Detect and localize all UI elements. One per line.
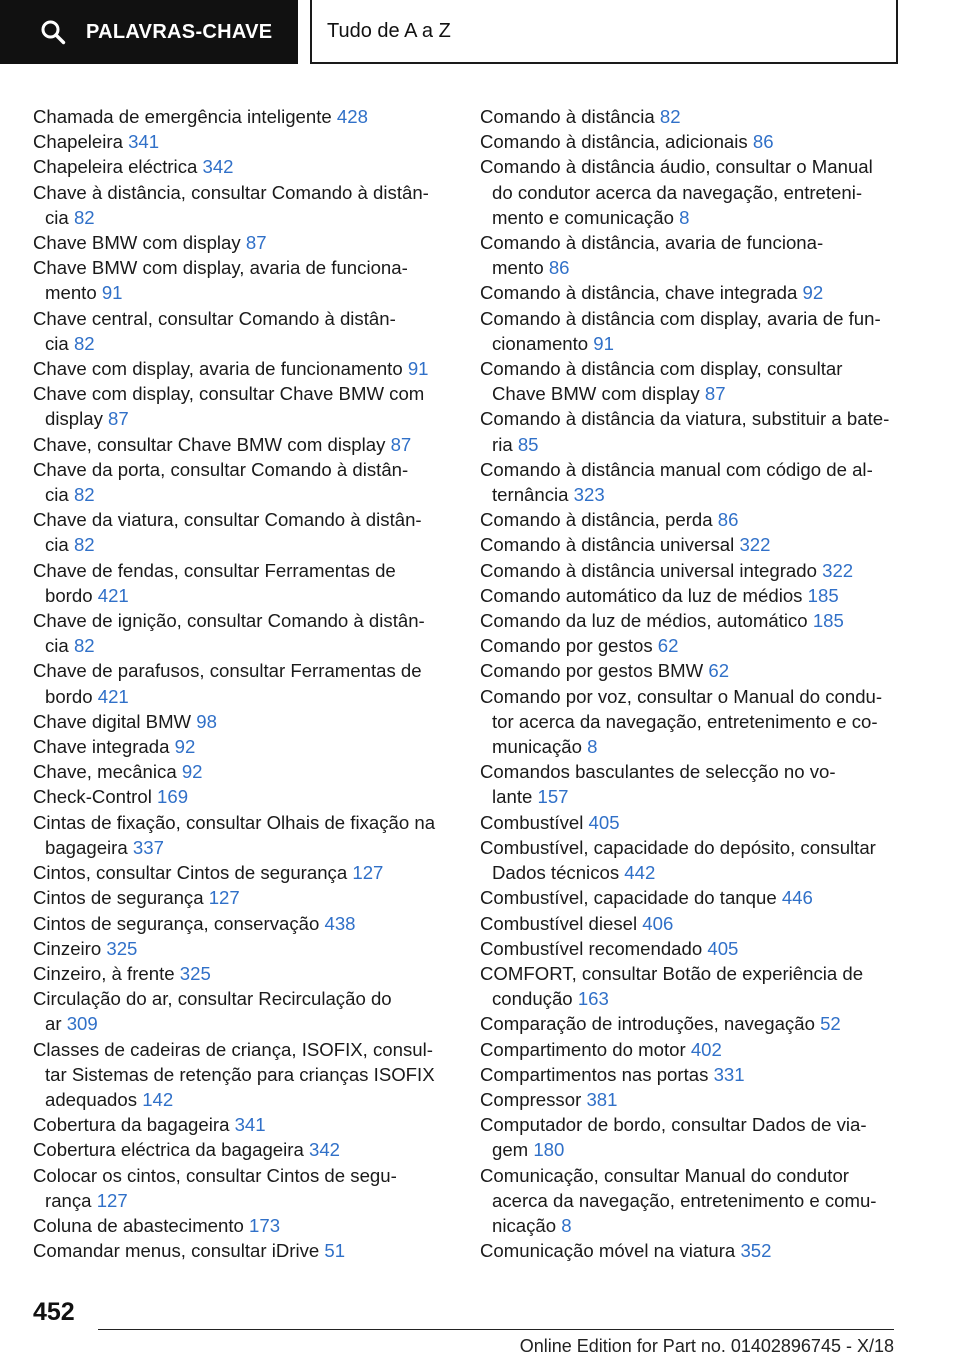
index-entry — [33, 154, 443, 179]
index-entry — [33, 734, 443, 759]
index-entry — [480, 1087, 900, 1112]
index-entry — [33, 986, 443, 1036]
index-entry-text: Comando por gestos — [480, 635, 658, 657]
page-reference-link[interactable]: 169 — [157, 786, 189, 808]
page-reference-link[interactable]: 341 — [234, 1114, 266, 1136]
index-entry-text: Cobertura da bagageira — [33, 1114, 235, 1136]
index-entry-text: Compartimentos nas portas — [480, 1063, 714, 1085]
index-entry-text: Comando à distância, perda — [480, 509, 718, 531]
page-reference-link[interactable]: 127 — [208, 887, 240, 909]
index-entry-text: Comando da luz de médios, automático — [480, 610, 813, 632]
index-entry — [480, 1112, 900, 1162]
index-entry — [480, 961, 900, 1011]
page-reference-link[interactable]: 87 — [704, 383, 726, 405]
page-reference-link[interactable]: 92 — [174, 736, 196, 758]
index-entry-text: Colocar os cintos, consultar Cintos de segu- — [33, 1164, 397, 1186]
index-entry — [33, 1163, 443, 1213]
index-entry — [480, 356, 900, 406]
page-reference-link[interactable]: 91 — [593, 332, 614, 354]
index-entry-text: Comando à distância com display, avaria de fun- — [480, 307, 881, 329]
index-entry-text: Comando à distância manual com código de al- — [480, 458, 873, 480]
index-entry-text: Cintos, consultar Cintos de segurança — [33, 862, 353, 884]
index-entry-text: bordo — [45, 584, 98, 606]
index-entry — [480, 104, 900, 129]
index-entry-text: cionamento — [492, 332, 594, 354]
index-entry — [480, 633, 900, 658]
index-entry-text: Combustível, capacidade do depósito, consultar — [480, 836, 876, 858]
page-reference-link[interactable]: 86 — [548, 257, 570, 279]
page-reference-link[interactable]: 82 — [73, 332, 95, 354]
index-entry-text: Dados técnicos — [492, 862, 625, 884]
index-entry-text: mento — [492, 257, 549, 279]
index-entry — [33, 759, 443, 784]
page-reference-link[interactable]: 163 — [577, 988, 609, 1010]
index-entry — [33, 784, 443, 809]
index-entry — [480, 885, 900, 910]
page-reference-link[interactable]: 87 — [108, 408, 129, 430]
index-entry-text: acerca da navegação, entretenimento e comu- — [492, 1189, 877, 1211]
page-reference-link[interactable]: 421 — [97, 685, 129, 707]
index-entry-text: Comandos basculantes de selecção no vo- — [480, 761, 836, 783]
index-entry-text: cia — [45, 534, 74, 556]
index-entry — [33, 810, 443, 860]
index-entry — [33, 180, 443, 230]
index-entry-text: lante — [492, 786, 538, 808]
index-entry-text: nicação — [492, 1214, 562, 1236]
index-entry — [480, 507, 900, 532]
index-entry-text: bordo — [45, 685, 98, 707]
index-entry-text: Chave BMW com display — [492, 383, 705, 405]
index-entry-text: adequados — [45, 1088, 143, 1110]
index-entry-text: Cinzeiro, à frente — [33, 962, 180, 984]
index-entry-text: ternância — [492, 484, 574, 506]
page-reference-link[interactable]: 342 — [308, 1139, 341, 1161]
page-reference-link[interactable]: 331 — [713, 1063, 745, 1085]
page-reference-link[interactable]: 352 — [740, 1240, 772, 1262]
index-entry-text: Comando à distância áudio, consultar o Manual — [480, 156, 873, 178]
page-reference-link[interactable]: 92 — [181, 761, 203, 783]
page-reference-link[interactable]: 82 — [659, 106, 681, 127]
page-reference-link[interactable]: 91 — [101, 282, 123, 304]
index-entry-text: Circulação do ar, consultar Recirculação do — [33, 988, 392, 1010]
index-entry — [33, 255, 443, 305]
index-entry-text: Chave integrada — [33, 736, 175, 758]
index-entry — [480, 911, 900, 936]
index-entry — [480, 1163, 900, 1239]
index-entry-text: Comando à distância da viatura, substituir a bate- — [480, 408, 890, 430]
page-reference-link[interactable]: 8 — [587, 736, 598, 758]
index-entry — [33, 104, 443, 129]
index-entry-text: Cintos de segurança — [33, 887, 209, 909]
index-entry — [480, 583, 900, 608]
page-reference-link[interactable]: 86 — [752, 131, 774, 153]
index-entry — [480, 810, 900, 835]
index-entry-text: Chave, consultar Chave BMW com display — [33, 433, 391, 455]
index-entry — [480, 658, 900, 683]
index-entry-text: condução — [492, 988, 578, 1010]
page-reference-link[interactable]: 180 — [533, 1139, 565, 1161]
page-reference-link[interactable]: 51 — [324, 1240, 346, 1262]
index-entry — [33, 709, 443, 734]
index-entry — [33, 432, 443, 457]
index-entry-text: cia — [45, 206, 74, 228]
index-entry-text: Classes de cadeiras de criança, ISOFIX, consul- — [33, 1038, 433, 1060]
page-reference-link[interactable]: 337 — [132, 836, 164, 858]
index-entry-text: Combustível, capacidade do tanque — [480, 887, 782, 909]
page-reference-link[interactable]: 8 — [679, 206, 690, 228]
index-entry — [33, 911, 443, 936]
top-navigation — [0, 0, 960, 66]
page-reference-link[interactable]: 92 — [802, 282, 824, 304]
index-entry-text: Comunicação, consultar Manual do condutor — [480, 1164, 849, 1186]
index-entry — [480, 759, 900, 809]
index-entry — [33, 230, 443, 255]
index-entry-text: Comando à distância universal integrado — [480, 559, 823, 581]
index-entry-text: rança — [45, 1189, 97, 1211]
index-entry — [480, 936, 900, 961]
index-entry — [33, 457, 443, 507]
index-entry-text: Comando à distância — [480, 106, 660, 127]
page-reference-link[interactable]: 91 — [407, 358, 429, 380]
index-entry — [480, 457, 900, 507]
index-entry — [33, 1037, 443, 1113]
index-entry-text: Cobertura eléctrica da bagageira — [33, 1139, 309, 1161]
index-entry-text: Chave de ignição, consultar Comando à distân- — [33, 610, 425, 632]
index-entry-text: Computador de bordo, consultar Dados de via- — [480, 1114, 867, 1136]
index-entry-text: Combustível recomendado — [480, 937, 708, 959]
index-entry — [480, 230, 900, 280]
index-entry-text: tor acerca da navegação, entretenimento e co- — [492, 710, 878, 732]
index-entry — [480, 1011, 900, 1036]
index-entry — [480, 1238, 900, 1263]
index-entry — [33, 961, 443, 986]
index-entry-text: Comandar menus, consultar iDrive — [33, 1240, 325, 1262]
page-reference-link[interactable]: 438 — [324, 912, 356, 934]
index-entry-text: cia — [45, 332, 74, 354]
page-reference-link[interactable]: 82 — [73, 635, 95, 657]
index-entry-text: ar — [45, 1013, 67, 1035]
index-entry — [480, 1037, 900, 1062]
page-reference-link[interactable]: 381 — [586, 1088, 618, 1110]
page-reference-link[interactable]: 446 — [781, 887, 813, 909]
page-reference-link[interactable]: 82 — [73, 206, 95, 228]
index-entry-text: Chave com display, avaria de funcionamento — [33, 358, 408, 380]
index-entry — [480, 280, 900, 305]
tab-keywords[interactable] — [0, 0, 298, 64]
index-entry-text: Comparação de introduções, navegação — [480, 1013, 821, 1035]
page-reference-link[interactable]: 82 — [73, 484, 95, 506]
index-entry-text: Cintos de segurança, conservação — [33, 912, 325, 934]
footer-divider — [98, 1329, 894, 1330]
index-entry-text: Combustível diesel — [480, 912, 643, 934]
page-reference-link[interactable]: 52 — [820, 1013, 841, 1035]
index-entry-text: Comando à distância universal — [480, 534, 740, 556]
index-entry-text: Cintas de fixação, consultar Olhais de fixação na — [33, 811, 436, 833]
index-entry — [480, 129, 900, 154]
page-reference-link[interactable]: 85 — [517, 433, 539, 455]
index-entry-text: Chave com display, consultar Chave BMW com — [33, 383, 425, 405]
index-entry-text: Chamada de emergência inteligente — [33, 106, 337, 127]
index-entry-text: Comando automático da luz de médios — [480, 584, 808, 606]
index-entry — [480, 558, 900, 583]
index-entry-text: mento e comunicação — [492, 206, 680, 228]
index-entry-text: Cinzeiro — [33, 937, 107, 959]
index-entry-text: Chave digital BMW — [33, 710, 197, 732]
index-entry — [480, 684, 900, 760]
index-entry-text: Comando à distância, avaria de funciona- — [480, 232, 824, 254]
page-reference-link[interactable]: 428 — [336, 106, 368, 127]
index-entry-text: COMFORT, consultar Botão de experiência de — [480, 962, 864, 984]
index-entry — [33, 885, 443, 910]
index-entry-text: cia — [45, 635, 74, 657]
index-entry-text: Compressor — [480, 1088, 587, 1110]
page-reference-link[interactable]: 87 — [245, 232, 267, 254]
index-entry — [480, 306, 900, 356]
index-entry — [33, 558, 443, 608]
index-entry-text: Chave da porta, consultar Comando à distân- — [33, 458, 409, 480]
page-number: 452 — [33, 1298, 75, 1326]
index-entry-text: Comando à distância, adicionais — [480, 131, 753, 153]
index-entry-text: bagageira — [45, 836, 133, 858]
page-reference-link[interactable]: 62 — [657, 635, 679, 657]
index-entry — [480, 1062, 900, 1087]
page-reference-link[interactable]: 142 — [142, 1088, 174, 1110]
index-entry-text: Comando à distância, chave integrada — [480, 282, 803, 304]
index-entry-text: Comando à distância com display, consultar — [480, 358, 843, 380]
tab-a-to-z-label: Tudo de A a Z — [327, 19, 451, 42]
index-entry — [33, 381, 443, 431]
page-reference-link[interactable]: 322 — [822, 559, 854, 581]
page-reference-link[interactable]: 8 — [561, 1214, 572, 1236]
index-entry — [33, 1238, 443, 1263]
index-entry-text: tar Sistemas de retenção para crianças ISOFIX — [45, 1063, 435, 1085]
index-entry-text: Compartimento do motor — [480, 1038, 691, 1060]
page-reference-link[interactable]: 82 — [73, 534, 95, 556]
index-column-left — [33, 104, 443, 1263]
index-entry — [33, 129, 443, 154]
page-reference-link[interactable]: 127 — [352, 862, 384, 884]
index-entry — [480, 154, 900, 230]
index-entry-text: Chave da viatura, consultar Comando à distân- — [33, 509, 422, 531]
page-reference-link[interactable]: 86 — [717, 509, 739, 531]
page-reference-link[interactable]: 406 — [642, 912, 674, 934]
page-reference-link[interactable]: 402 — [690, 1038, 722, 1060]
page-reference-link[interactable]: 442 — [624, 862, 656, 884]
index-entry-text: Chave à distância, consultar Comando à distân- — [33, 181, 429, 203]
index-entry — [480, 835, 900, 885]
search-icon — [40, 19, 66, 45]
index-entry-text: Comando por gestos BMW — [480, 660, 709, 682]
index-entry-text: display — [45, 408, 109, 430]
page-reference-link[interactable]: 309 — [66, 1013, 98, 1035]
index-entry-text: Chave BMW com display, avaria de funciona- — [33, 257, 408, 279]
page-reference-link[interactable]: 185 — [812, 610, 844, 632]
index-entry-text: Chave de fendas, consultar Ferramentas de — [33, 559, 396, 581]
tab-keywords-label: PALAVRAS-CHAVE — [86, 20, 273, 43]
index-entry — [480, 532, 900, 557]
index-entry — [33, 658, 443, 708]
index-entry-text: municação — [492, 736, 588, 758]
index-entry-text: do condutor acerca da navegação, entreteni- — [492, 181, 863, 203]
index-entry-text: Check-Control — [33, 786, 158, 808]
index-entry — [480, 406, 900, 456]
tab-a-to-z[interactable] — [310, 0, 898, 64]
page-reference-link[interactable]: 157 — [537, 786, 569, 808]
page-reference-link[interactable]: 173 — [249, 1214, 281, 1236]
index-entry — [33, 860, 443, 885]
index-entry-text: Chave central, consultar Comando à distân- — [33, 307, 396, 329]
page-reference-link[interactable]: 62 — [708, 660, 730, 682]
index-entry — [480, 608, 900, 633]
index-entry — [33, 936, 443, 961]
index-entry-text: ria — [492, 433, 518, 455]
index-column-right — [480, 104, 900, 1263]
page-reference-link[interactable]: 405 — [707, 937, 739, 959]
index-entry — [33, 1213, 443, 1238]
index-entry — [33, 507, 443, 557]
edition-footer: Online Edition for Part no. 01402896745 - X/18 — [519, 1336, 894, 1356]
page-reference-link[interactable]: 405 — [588, 811, 620, 833]
page-reference-link[interactable]: 87 — [390, 433, 412, 455]
page-reference-link[interactable]: 323 — [573, 484, 605, 506]
page-reference-link[interactable]: 325 — [179, 962, 211, 984]
index-entry-text: Chapeleira — [33, 131, 129, 153]
index-entry-text: Combustível — [480, 811, 589, 833]
index-entry-text: gem — [492, 1139, 534, 1161]
index-entry-text: Chave, mecânica — [33, 761, 182, 783]
index-entry-text: Chave BMW com display — [33, 232, 246, 254]
page-reference-link[interactable]: 185 — [807, 584, 839, 606]
index-entry-text: Comunicação móvel na viatura — [480, 1240, 741, 1262]
index-entry-text: mento — [45, 282, 102, 304]
index-entry — [33, 1112, 443, 1137]
page-reference-link[interactable]: 127 — [96, 1189, 128, 1211]
index-entry — [33, 306, 443, 356]
index-entry-text: Chapeleira eléctrica — [33, 156, 203, 178]
index-entry-text: Coluna de abastecimento — [33, 1214, 250, 1236]
index-entry — [33, 1137, 443, 1162]
page-reference-link[interactable]: 325 — [106, 937, 138, 959]
page-reference-link[interactable]: 342 — [202, 156, 234, 178]
page-reference-link[interactable]: 322 — [739, 534, 771, 556]
page-reference-link[interactable]: 421 — [97, 584, 129, 606]
index-entry-text: cia — [45, 484, 74, 506]
index-entry-text: Comando por voz, consultar o Manual do condu- — [480, 685, 883, 707]
page-reference-link[interactable]: 98 — [196, 710, 217, 732]
page-reference-link[interactable]: 341 — [128, 131, 160, 153]
index-entry — [33, 356, 443, 381]
index-entry — [33, 608, 443, 658]
index-entry-text: Chave de parafusos, consultar Ferramentas de — [33, 660, 422, 682]
